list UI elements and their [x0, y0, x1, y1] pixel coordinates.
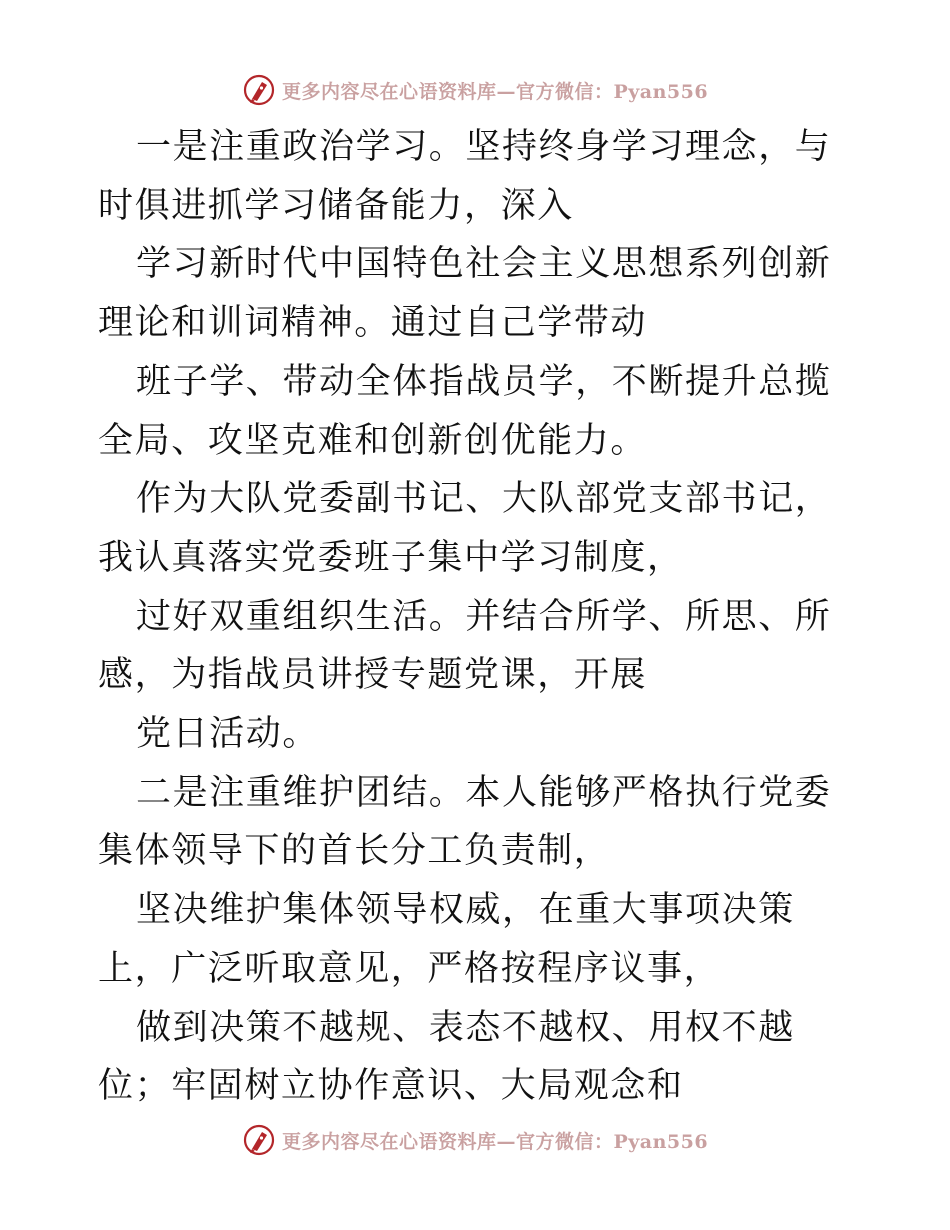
- paragraph: 党日活动。: [136, 714, 320, 755]
- paragraph: 班子学、带动全体指战员学，不断提升总揽全局、攻坚克难和创新创优能力。: [98, 361, 832, 461]
- banner-text: 更多内容尽在心语资料库—官方微信：Pyan556: [281, 80, 709, 103]
- paragraph: 做到决策不越规、表态不越权、用权不越位；牢固树立协作意识、大局观念和: [98, 1007, 795, 1107]
- pen-nib-icon: [242, 73, 276, 107]
- banner-text: 更多内容尽在心语资料库—官方微信：Pyan556: [281, 1130, 709, 1153]
- paragraph: 二是注重维护团结。本人能够严格执行党委集体领导下的首长分工负责制，: [98, 772, 832, 872]
- footer-banner: [0, 1120, 950, 1160]
- paragraph: 学习新时代中国特色社会主义思想系列创新理论和训词精神。通过自己学带动: [98, 244, 832, 344]
- paragraph: 过好双重组织生活。并结合所学、所思、所感，为指战员讲授专题党课，开展: [98, 596, 832, 696]
- paragraph: 一是注重政治学习。坚持终身学习理念，与时俱进抓学习储备能力，深入: [98, 127, 832, 226]
- paragraph: 作为大队党委副书记、大队部党支部书记，我认真落实党委班子集中学习制度，: [98, 479, 832, 578]
- header-banner: [0, 70, 950, 110]
- paragraph: 坚决维护集体领导权威，在重大事项决策上，广泛听取意见，严格按程序议事，: [98, 890, 795, 989]
- pen-nib-icon: [242, 1123, 276, 1157]
- document-body: [98, 118, 858, 1116]
